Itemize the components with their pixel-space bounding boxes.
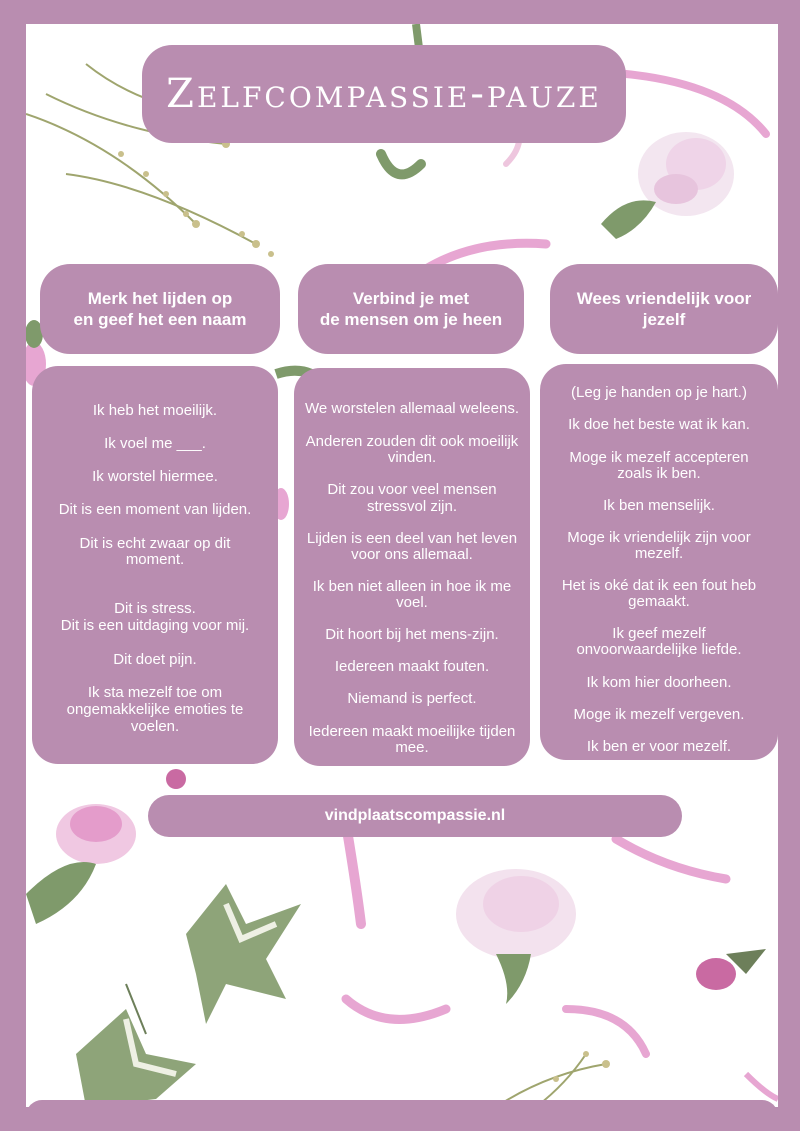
- phrase: Ik doe het beste wat ik kan.: [568, 416, 750, 433]
- title-banner: [142, 45, 626, 143]
- phrase: moment.: [125, 551, 185, 568]
- phrase: Dit is echt zwaar op dit: [79, 535, 231, 552]
- phrase: Moge ik vriendelijk zijn voor: [567, 529, 751, 546]
- phrase: Ik ben niet alleen in hoe ik me: [312, 578, 512, 595]
- phrase: We worstelen allemaal weleens.: [305, 400, 519, 417]
- phrase: Dit is een moment van lijden.: [58, 501, 252, 518]
- column-box-3: [540, 364, 778, 760]
- phrase: voelen.: [130, 718, 180, 735]
- phrase: Moge ik mezelf accepteren: [569, 449, 749, 466]
- phrase: Ik kom hier doorheen.: [586, 674, 732, 691]
- heading-line: Merk het lijden op: [87, 289, 233, 308]
- phrase: Ik worstel hiermee.: [92, 468, 218, 485]
- heading-line: de mensen om je heen: [319, 310, 503, 329]
- phrase: mezelf.: [634, 545, 684, 562]
- phrase: Ik heb het moeilijk.: [92, 402, 218, 419]
- phrase: Dit hoort bij het mens-zijn.: [325, 626, 499, 643]
- flower-decoration: [601, 132, 734, 239]
- phrase: onvoorwaardelijke liefde.: [576, 641, 742, 658]
- phrase: Dit doet pijn.: [113, 651, 197, 668]
- phrase: Iedereen maakt moeilijke tijden: [308, 723, 516, 740]
- heading-line: jezelf: [642, 310, 686, 329]
- phrase: ongemakkelijke emoties te: [66, 701, 244, 718]
- phrase: Iedereen maakt fouten.: [334, 658, 490, 675]
- phrase: voel.: [396, 594, 428, 611]
- website-banner: [148, 795, 682, 837]
- phrase: mee.: [395, 739, 429, 756]
- phrase: zoals ik ben.: [617, 465, 701, 482]
- phrase: Dit is een uitdaging voor mij.: [60, 617, 250, 634]
- heading-line: Verbind je met: [352, 289, 470, 308]
- page-title: Zelfcompassie-pauze: [166, 71, 602, 117]
- phrase: Moge ik mezelf vergeven.: [573, 706, 745, 723]
- phrase: Het is oké dat ik een fout heb: [561, 577, 757, 594]
- phrase: Ik ben er voor mezelf.: [586, 738, 732, 755]
- phrase: voor ons allemaal.: [351, 546, 473, 563]
- phrase: Dit zou voor veel mensen: [327, 481, 497, 498]
- phrase: (Leg je handen op je hart.): [571, 384, 747, 401]
- heading-line: en geef het een naam: [73, 310, 247, 329]
- phrase: Anderen zouden dit ook moeilijk: [305, 433, 519, 450]
- column-box-2: [294, 368, 530, 766]
- phrase: Niemand is perfect.: [347, 690, 477, 707]
- website-url: vindplaatscompassie.nl: [324, 807, 506, 824]
- phrase: Ik geef mezelf: [612, 625, 706, 642]
- phrase: Ik voel me ___.: [104, 435, 206, 452]
- column-heading-2: [298, 264, 524, 354]
- phrase: Lijden is een deel van het leven: [306, 530, 518, 547]
- flower-decoration: [456, 869, 576, 1004]
- column-box-1: [32, 366, 278, 764]
- phrase: Dit is stress.: [114, 600, 196, 617]
- column-heading-3: [550, 264, 778, 354]
- phrase: gemaakt.: [628, 593, 690, 610]
- phrase: Ik ben menselijk.: [603, 497, 715, 514]
- heading-line: Wees vriendelijk voor: [576, 289, 752, 308]
- leaf-decoration: [76, 884, 301, 1107]
- flower-decoration: [26, 804, 136, 924]
- phrase: Ik sta mezelf toe om: [87, 684, 223, 701]
- column-heading-1: [40, 264, 280, 354]
- bottom-strip: [26, 1100, 778, 1131]
- phrase: stressvol zijn.: [366, 498, 458, 515]
- phrase: vinden.: [387, 449, 437, 466]
